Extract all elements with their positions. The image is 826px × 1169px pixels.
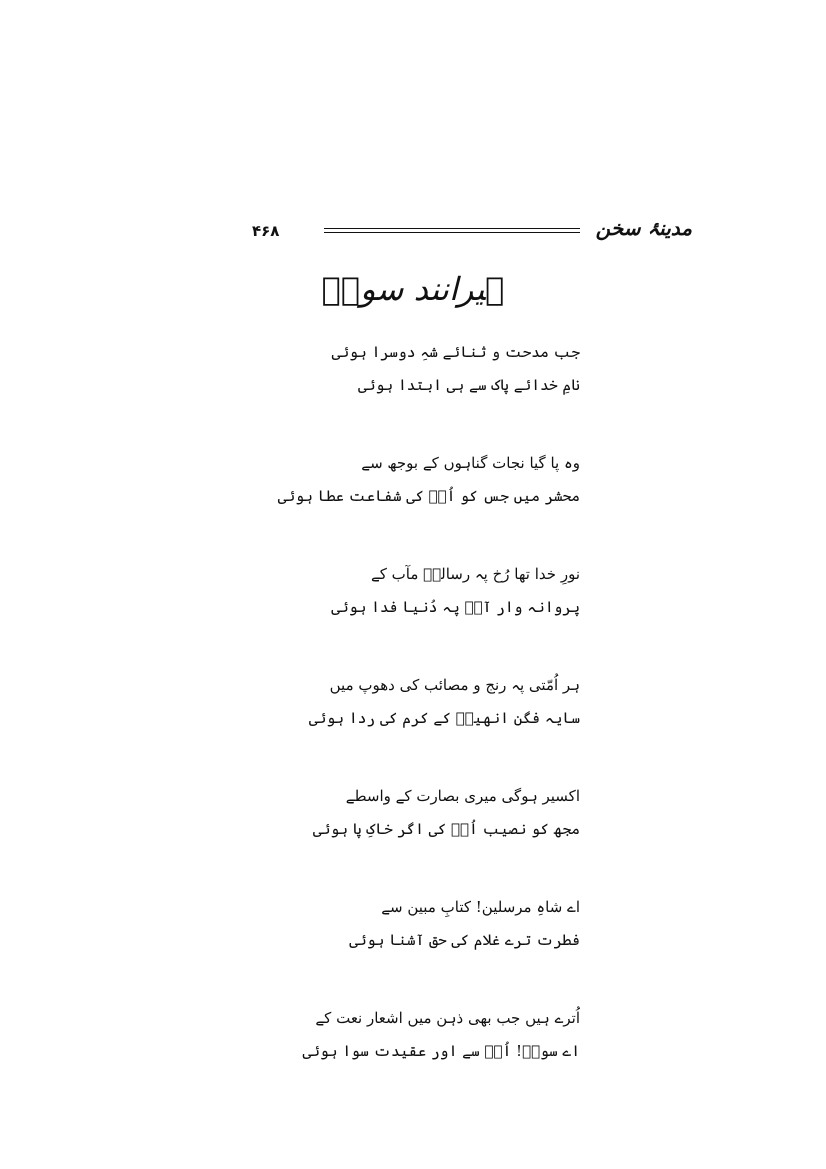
couplet xyxy=(308,669,580,735)
poem-body xyxy=(277,336,580,1068)
couplet xyxy=(330,336,580,402)
verse-line: سایہ فگن انھیںؐ کے کرم کی ردا ہوئی xyxy=(308,709,580,727)
verse-line: اے سوزؔ! اُنؐ سے اور عقیدت سوا ہوئی xyxy=(302,1042,580,1060)
verse-line: وہ پا گیا نجات گناہوں کے بوجھ سے xyxy=(361,454,580,472)
header-double-rule xyxy=(324,228,580,233)
header-rule-bottom xyxy=(324,232,580,233)
verse-line: اُترے ہیں جب بھی ذہن میں اشعار نعت کے xyxy=(315,1009,580,1027)
couplet xyxy=(302,1002,580,1068)
page-header xyxy=(252,212,692,252)
page-number: ۴۶۸ xyxy=(252,222,280,240)
verse-line: جب مدحت و ثنائے شہِ دوسرا ہوئی xyxy=(331,343,580,361)
verse-line: اے شاہِ مرسلین! کتابِ مبین سے xyxy=(381,898,580,916)
verse-line: نورِ خدا تھا رُخ پہ رسالتؐ مآب کے xyxy=(370,565,580,583)
verse-line: مجھ کو نصیب اُنؐ کی اگر خاکِ پا ہوئی xyxy=(312,820,580,838)
running-head: مدینۂ سخن xyxy=(595,216,692,240)
verse-line: فطرت ترے غلام کی حق آشنا ہوئی xyxy=(349,931,580,949)
poet-name-heading: ہیرانند سوزؔ xyxy=(321,270,505,308)
couplet xyxy=(330,558,580,624)
verse-line: نامِ خدائے پاک سے ہی ابتدا ہوئی xyxy=(358,376,580,394)
couplet xyxy=(277,447,580,513)
couplet xyxy=(312,780,580,846)
couplet xyxy=(330,891,580,957)
header-rule-top xyxy=(324,228,580,229)
verse-line: ہر اُمّتی پہ رنج و مصائب کی دھوپ میں xyxy=(329,676,580,694)
verse-line: پروانہ وار آپؐ پہ دُنیا فدا ہوئی xyxy=(331,598,580,616)
verse-line: اکسیر ہوگی میری بصارت کے واسطے xyxy=(345,787,580,805)
verse-line: محشر میں جس کو اُنؐ کی شفاعت عطا ہوئی xyxy=(277,487,580,505)
